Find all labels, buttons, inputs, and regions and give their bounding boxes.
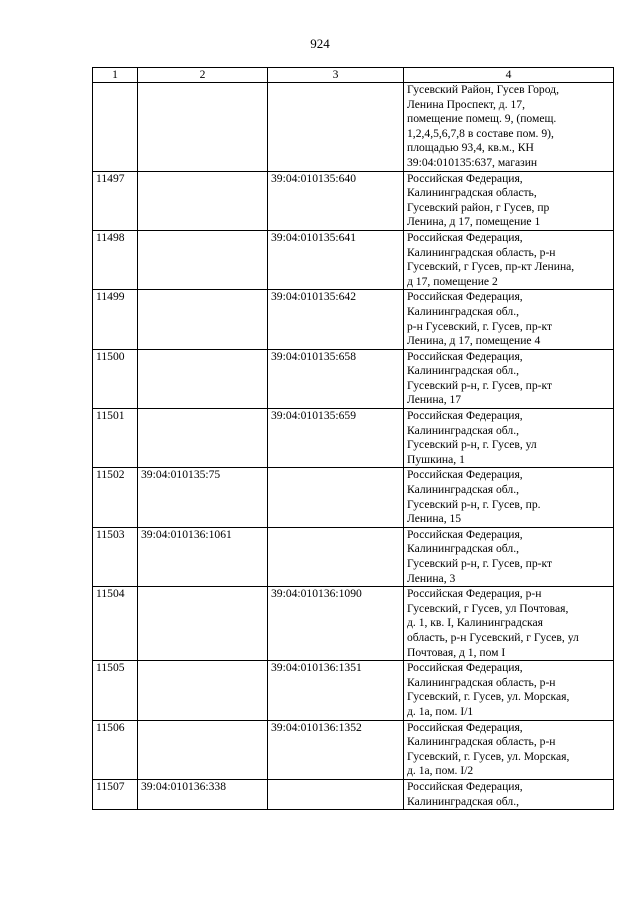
record-number-cell: 11498 <box>93 230 138 289</box>
address-cell: Российская Федерация, Калининградская обл., <box>404 779 614 809</box>
cadastral-number-land-cell <box>138 349 268 408</box>
cadastral-number-object-cell <box>268 468 404 527</box>
column-header: 1 <box>93 68 138 83</box>
cadastral-number-land-cell <box>138 171 268 230</box>
column-header: 3 <box>268 68 404 83</box>
cadastral-number-object-cell: 39:04:010135:658 <box>268 349 404 408</box>
record-number-cell: 11505 <box>93 661 138 720</box>
cadastral-number-land-cell <box>138 230 268 289</box>
cadastral-number-object-cell: 39:04:010135:642 <box>268 290 404 349</box>
cadastral-number-land-cell: 39:04:010136:1061 <box>138 527 268 586</box>
cadastral-number-object-cell: 39:04:010135:659 <box>268 409 404 468</box>
record-number-cell: 11507 <box>93 779 138 809</box>
cadastral-number-land-cell <box>138 409 268 468</box>
table-row <box>93 661 614 720</box>
table-row <box>93 587 614 661</box>
record-number-cell: 11506 <box>93 720 138 779</box>
cadastral-number-object-cell <box>268 527 404 586</box>
table-row <box>93 290 614 349</box>
table-row <box>93 409 614 468</box>
address-cell: Российская Федерация, Калининградская область, р-н Гусевский, г. Гусев, ул. Морская, д. 1а, пом. I/1 <box>404 661 614 720</box>
table-row <box>93 527 614 586</box>
table-row <box>93 779 614 809</box>
record-number-cell: 11504 <box>93 587 138 661</box>
address-cell: Российская Федерация, Калининградская обл., Гусевский р-н, г. Гусев, пр-кт Ленина, 17 <box>404 349 614 408</box>
address-cell: Российская Федерация, Калининградская область, р-н Гусевский, г Гусев, пр-кт Ленина, д 17, помещение 2 <box>404 230 614 289</box>
table-header-row <box>93 68 614 83</box>
cadastral-number-land-cell <box>138 661 268 720</box>
record-number-cell: 11497 <box>93 171 138 230</box>
record-number-cell: 11500 <box>93 349 138 408</box>
cadastral-number-land-cell <box>138 83 268 172</box>
cadastral-number-object-cell: 39:04:010135:640 <box>268 171 404 230</box>
cadastral-number-object-cell <box>268 83 404 172</box>
table-row <box>93 230 614 289</box>
record-number-cell <box>93 83 138 172</box>
registry-table <box>92 67 614 810</box>
address-cell: Гусевский Район, Гусев Город, Ленина Проспект, д. 17, помещение помещ. 9, (помещ. 1,2,4,5,6,7,8 в составе пом. 9), площадью 93,4, кв.м., КН 39:04:010135:637, магазин <box>404 83 614 172</box>
cadastral-number-object-cell: 39:04:010136:1090 <box>268 587 404 661</box>
address-cell: Российская Федерация, Калининградская обл., Гусевский р-н, г. Гусев, пр-кт Ленина, 3 <box>404 527 614 586</box>
table-row <box>93 171 614 230</box>
column-header: 2 <box>138 68 268 83</box>
table-body <box>93 83 614 810</box>
record-number-cell: 11499 <box>93 290 138 349</box>
table-row <box>93 83 614 172</box>
page-number: 924 <box>310 36 330 51</box>
cadastral-number-object-cell: 39:04:010135:641 <box>268 230 404 289</box>
address-cell: Российская Федерация, Калининградская обл., р-н Гусевский, г. Гусев, пр-кт Ленина, д 17, помещение 4 <box>404 290 614 349</box>
cadastral-number-land-cell: 39:04:010136:338 <box>138 779 268 809</box>
cadastral-number-object-cell: 39:04:010136:1351 <box>268 661 404 720</box>
address-cell: Российская Федерация, Калининградская область, Гусевский район, г Гусев, пр Ленина, д 17, помещение 1 <box>404 171 614 230</box>
table-row <box>93 720 614 779</box>
address-cell: Российская Федерация, Калининградская область, р-н Гусевский, г. Гусев, ул. Морская, д. 1а, пом. I/2 <box>404 720 614 779</box>
record-number-cell: 11502 <box>93 468 138 527</box>
record-number-cell: 11503 <box>93 527 138 586</box>
cadastral-number-object-cell: 39:04:010136:1352 <box>268 720 404 779</box>
record-number-cell: 11501 <box>93 409 138 468</box>
cadastral-number-object-cell <box>268 779 404 809</box>
table-row <box>93 468 614 527</box>
cadastral-number-land-cell: 39:04:010135:75 <box>138 468 268 527</box>
table-row <box>93 349 614 408</box>
cadastral-number-land-cell <box>138 720 268 779</box>
address-cell: Российская Федерация, Калининградская обл., Гусевский р-н, г. Гусев, ул Пушкина, 1 <box>404 409 614 468</box>
column-header: 4 <box>404 68 614 83</box>
cadastral-number-land-cell <box>138 587 268 661</box>
address-cell: Российская Федерация, р-н Гусевский, г Гусев, ул Почтовая, д. 1, кв. I, Калининградская область, р-н Гусевский, г Гусев, ул Почтовая, д 1, пом I <box>404 587 614 661</box>
cadastral-number-land-cell <box>138 290 268 349</box>
address-cell: Российская Федерация, Калининградская обл., Гусевский р-н, г. Гусев, пр. Ленина, 15 <box>404 468 614 527</box>
